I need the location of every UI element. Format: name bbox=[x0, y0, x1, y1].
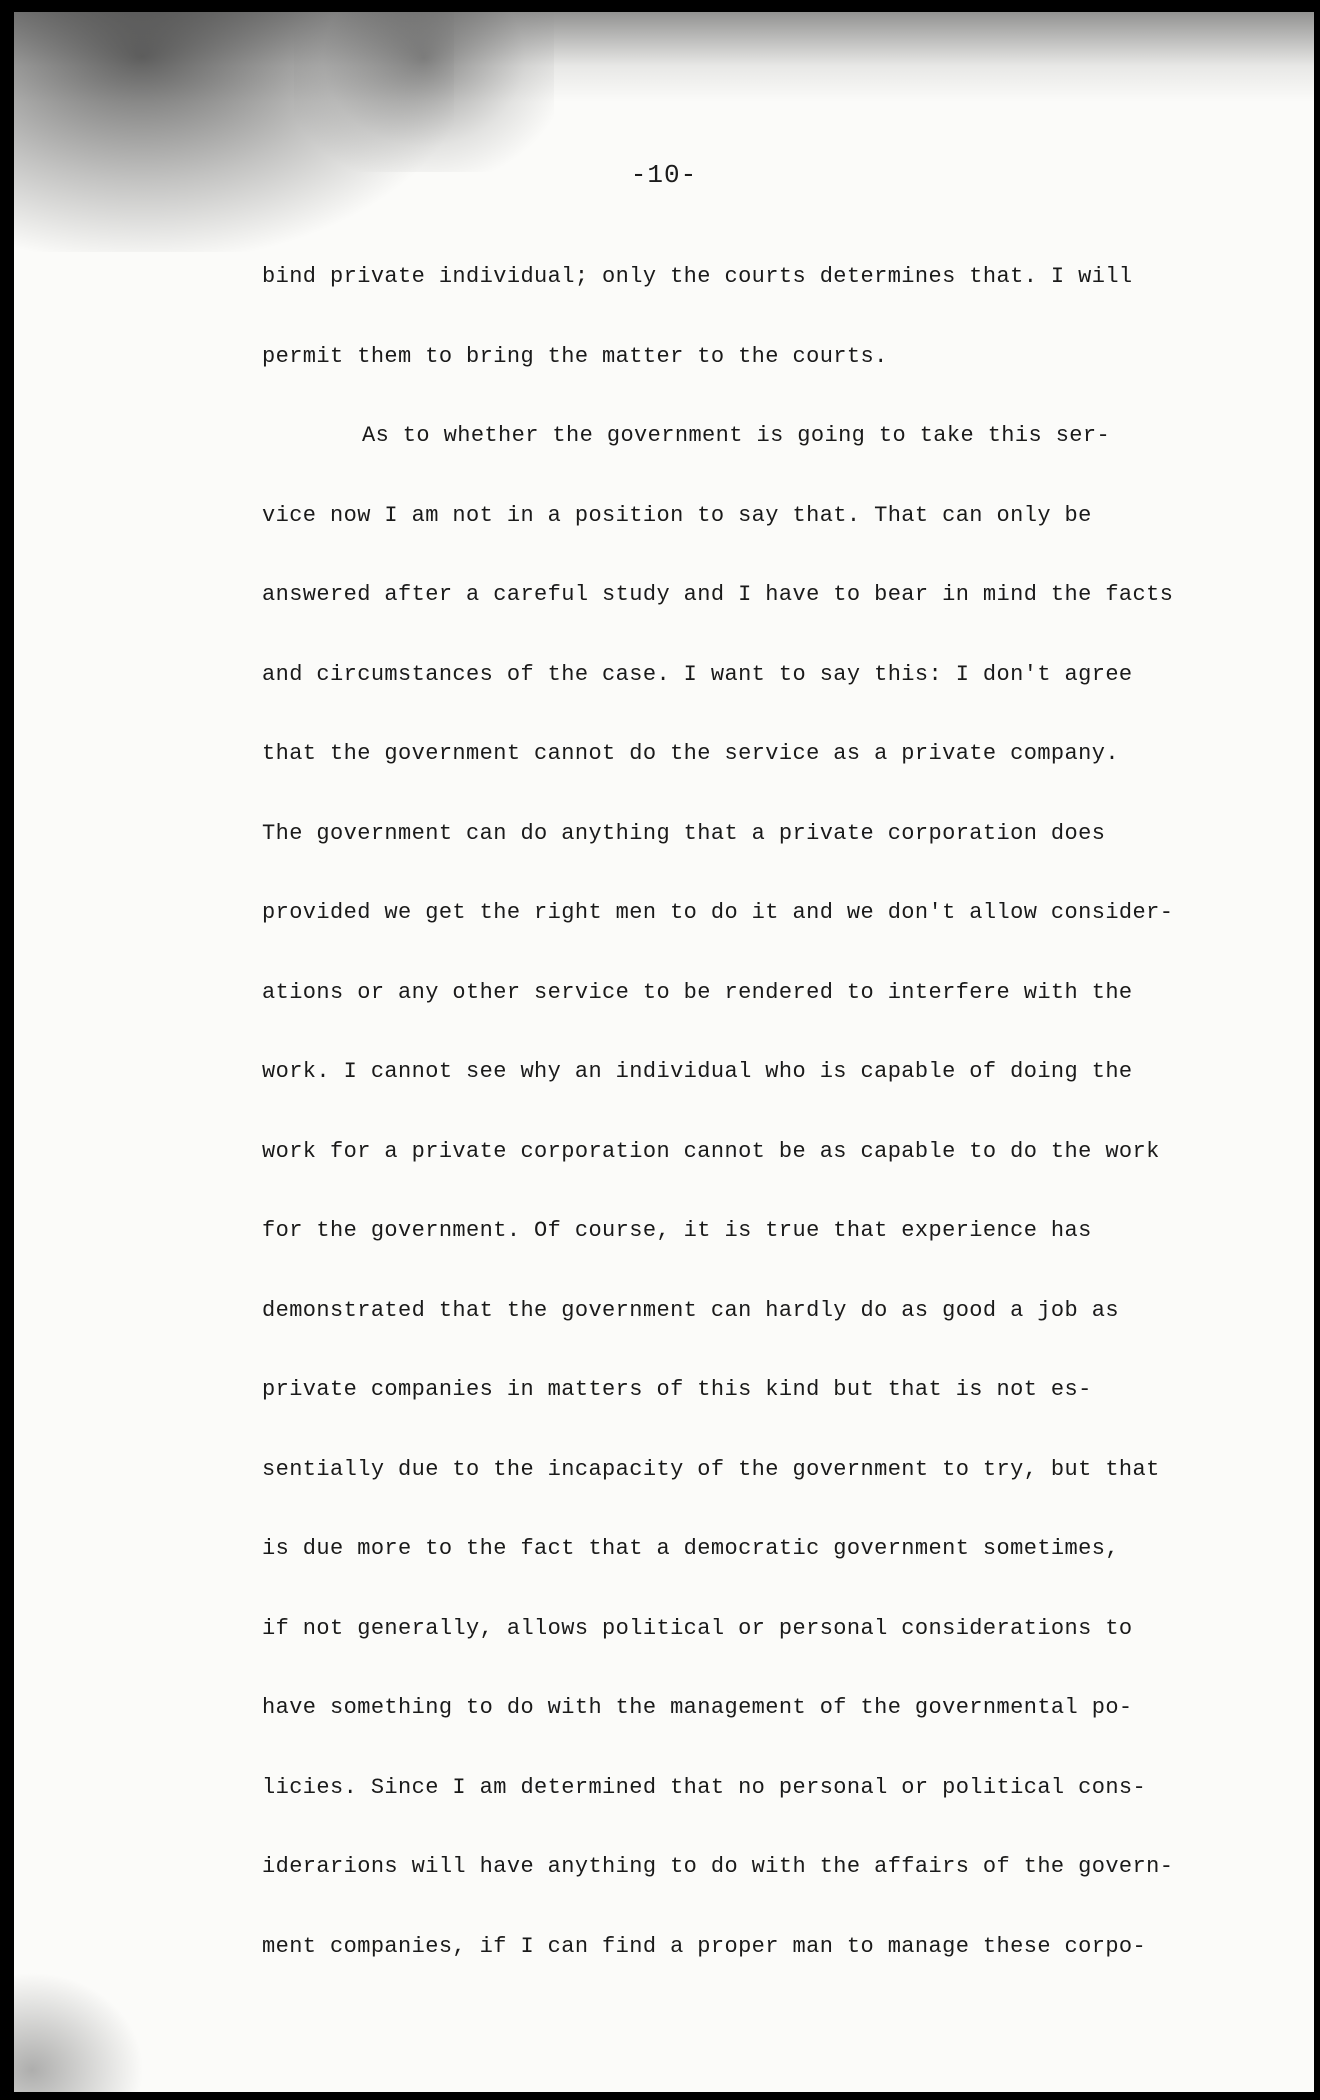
text-line: that the government cannot do the service as a private company. bbox=[262, 741, 1119, 766]
body-text bbox=[262, 264, 1182, 2013]
text-line: licies. Since I am determined that no personal or political cons- bbox=[262, 1774, 1147, 1800]
document-page bbox=[14, 12, 1314, 2092]
text-line: iderarions will have anything to do with the affairs of the govern- bbox=[262, 1854, 1174, 1879]
text-line: work for a private corporation cannot be as capable to do the work bbox=[262, 1138, 1160, 1164]
text-line: if not generally, allows political or personal considerations to bbox=[262, 1615, 1133, 1641]
text-line: provided we get the right men to do it and we don't allow consider- bbox=[262, 900, 1174, 925]
text-line: ations or any other service to be rendered to interfere with the bbox=[262, 979, 1133, 1005]
text-line: answered after a careful study and I have to bear in mind the facts bbox=[262, 582, 1174, 607]
text-line: bind private individual; only the courts determines that. I will bbox=[262, 264, 1133, 289]
text-line: ment companies, if I can find a proper man to manage these corpo- bbox=[262, 1933, 1147, 1959]
text-line: is due more to the fact that a democratic government sometimes, bbox=[262, 1536, 1119, 1561]
text-line: work. I cannot see why an individual who is capable of doing the bbox=[262, 1059, 1133, 1084]
text-line: private companies in matters of this kind but that is not es- bbox=[262, 1377, 1092, 1402]
text-line: have something to do with the management of the governmental po- bbox=[262, 1695, 1133, 1720]
text-line: As to whether the government is going to take this ser- bbox=[362, 423, 1111, 448]
page-number: -10- bbox=[630, 160, 698, 190]
text-line: for the government. Of course, it is true that experience has bbox=[262, 1218, 1092, 1243]
text-line: and circumstances of the case. I want to say this: I don't agree bbox=[262, 661, 1133, 687]
text-line: permit them to bring the matter to the courts. bbox=[262, 343, 888, 369]
text-line: vice now I am not in a position to say that. That can only be bbox=[262, 502, 1092, 528]
text-line: demonstrated that the government can hardly do as good a job as bbox=[262, 1297, 1119, 1323]
text-line: sentially due to the incapacity of the government to try, but that bbox=[262, 1456, 1160, 1482]
page-stain-bottom bbox=[14, 1972, 144, 2092]
text-line: The government can do anything that a private corporation does bbox=[262, 820, 1106, 846]
page-stain-mid bbox=[294, 12, 554, 172]
